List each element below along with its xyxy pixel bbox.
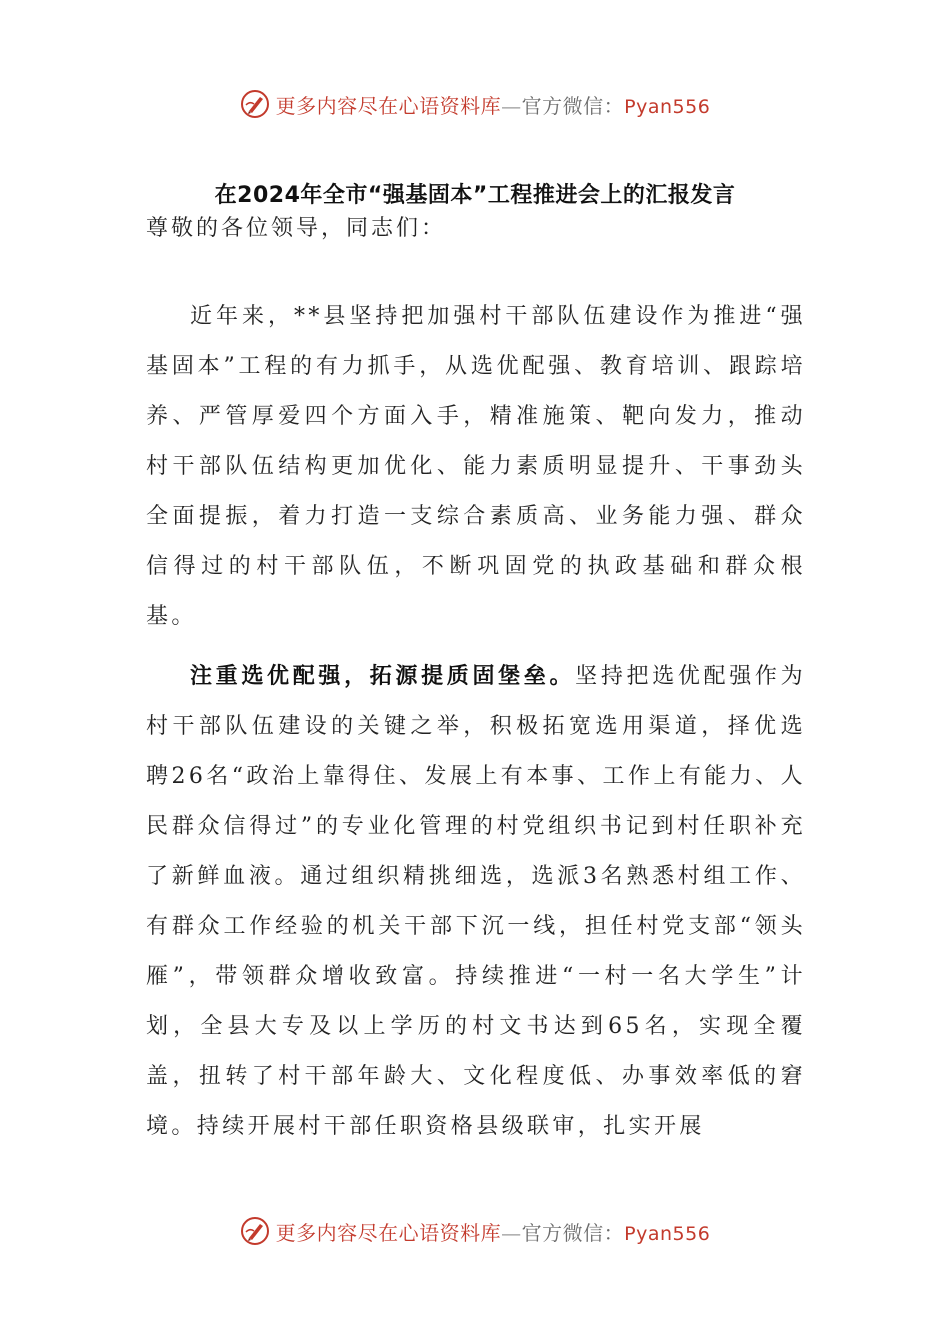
watermark-site: 更多内容尽在心语资料库 [275,1220,502,1245]
watermark-text [276,90,711,119]
document-title: 在2024年全市“强基固本”工程推进会上的汇报发言 [214,183,736,208]
header-watermark [0,84,950,124]
watermark-text [276,1217,711,1246]
pen-logo-icon [240,89,270,119]
watermark-label: 官方微信： [521,1220,625,1245]
watermark-wechat-id: Pyan556 [624,1222,711,1245]
watermark-dash: — [501,93,522,118]
section-body: 坚持把选优配强作为村干部队伍建设的关键之举，积极拓宽选用渠道，择优选聘26名“政治上靠得住、发展上有本事、工作上有能力、人民群众信得过”的专业化管理的村党组织书记到村任职补充了新鲜血液。通过组织精挑细选，选派3名熟悉村组工作、有群众工作经验的机关干部下沉一线，担任村党支部“领头雁”，带领群众增收致富。持续推进“一村一名大学生”计划，全县大专及以上学历的村文书达到65名，实现全覆盖，扭转了村干部年龄大、文化程度低、办事效率低的窘境。持续开展村干部任职资格县级联审，扎实开展 [146,664,806,1139]
pen-logo-icon [240,1216,270,1246]
watermark-dash: — [501,1220,522,1245]
intro-paragraph: 近年来，**县坚持把加强村干部队伍建设作为推进“强基固本”工程的有力抓手，从选优配强、教育培训、跟踪培养、严管厚爱四个方面入手，精准施策、靶向发力，推动村干部队伍结构更加优化、能力素质明显提升、干事劲头全面提振，着力打造一支综合素质高、业务能力强、群众信得过的村干部队伍，不断巩固党的执政基础和群众根基。 [146,304,806,629]
watermark-site: 更多内容尽在心语资料库 [275,93,502,118]
section-heading: 注重选优配强，拓源提质固堡垒。 [190,664,576,689]
watermark-label: 官方微信： [521,93,625,118]
footer-watermark [0,1211,950,1251]
watermark-wechat-id: Pyan556 [624,95,711,118]
salutation: 尊敬的各位领导，同志们： [146,216,447,241]
section-paragraph [146,652,806,1152]
